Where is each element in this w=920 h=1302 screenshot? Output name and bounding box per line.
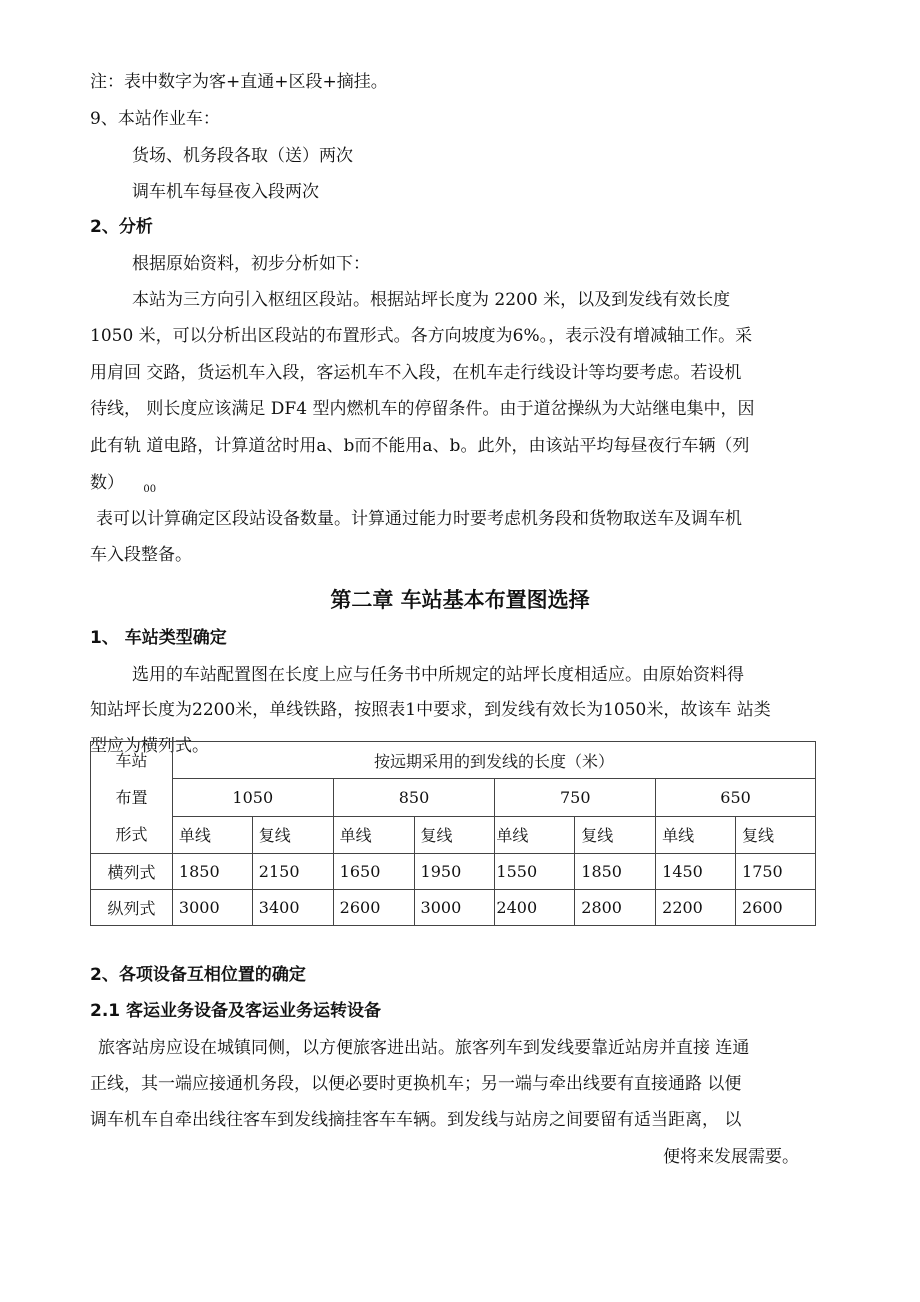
section1-heading: 1、 车站类型确定 bbox=[90, 628, 227, 648]
chapter-title: 第二章 车站基本布置图选择 bbox=[330, 588, 590, 612]
analysis-line-5: 此有轨 道电路，计算道岔时用a、b而不能用a、b。此外，由该站平均每昼夜行车辆（列 bbox=[90, 436, 750, 456]
analysis-heading: 2、分析 bbox=[90, 217, 153, 237]
length-1050: 1050 bbox=[172, 779, 333, 816]
sub-single: 单线 bbox=[333, 816, 414, 853]
table-cell: 2800 bbox=[575, 890, 656, 926]
sub-single: 单线 bbox=[495, 816, 575, 853]
table-cell: 2600 bbox=[736, 890, 816, 926]
table-cell: 2200 bbox=[656, 890, 736, 926]
row-header-cell bbox=[91, 742, 173, 854]
row-header-line-2: 布置 bbox=[115, 788, 148, 807]
section2-heading: 2、各项设备互相位置的确定 bbox=[90, 965, 306, 985]
analysis-line-1: 本站为三方向引入枢纽区段站。根据站坪长度为 2200 米，以及到发线有效长度 bbox=[132, 290, 731, 310]
table-cell: 2150 bbox=[252, 854, 333, 890]
row-header-line-1: 车站 bbox=[115, 751, 148, 770]
section2-subheading: 2.1 客运业务设备及客运业务运转设备 bbox=[90, 1001, 382, 1021]
sub-double: 复线 bbox=[736, 816, 816, 853]
table-cell: 2600 bbox=[333, 890, 414, 926]
sub-double: 复线 bbox=[414, 816, 495, 853]
item9-title: 9、本站作业车： bbox=[90, 109, 220, 129]
length-650: 650 bbox=[656, 779, 816, 816]
table-cell: 1850 bbox=[172, 854, 252, 890]
section1-line-3: 型应为横列式。 bbox=[90, 736, 209, 756]
analysis2-line-2: 车入段整备。 bbox=[90, 545, 192, 565]
row-header-line-3: 形式 bbox=[115, 825, 148, 844]
table-row bbox=[91, 854, 816, 890]
table-cell: 1750 bbox=[736, 854, 816, 890]
table-cell: 1650 bbox=[333, 854, 414, 890]
table-cell: 3400 bbox=[252, 890, 333, 926]
sub-double: 复线 bbox=[575, 816, 656, 853]
station-layout-table bbox=[90, 741, 816, 926]
small-mark: 00 bbox=[143, 484, 157, 495]
row-label: 纵列式 bbox=[91, 890, 173, 926]
length-850: 850 bbox=[333, 779, 495, 816]
table-cell: 1550 bbox=[495, 854, 575, 890]
table-cell: 3000 bbox=[172, 890, 252, 926]
analysis-line-2: 1050 米，可以分析出区段站的布置形式。各方向坡度为6%。，表示没有增减轴工作。采 bbox=[90, 326, 753, 346]
length-750: 750 bbox=[495, 779, 656, 816]
item9-line-2: 调车机车每昼夜入段两次 bbox=[132, 182, 319, 202]
section2-line-2: 正线，其一端应接通机务段，以便必要时更换机车；另一端与牵出线要有直接通路 以便 bbox=[90, 1074, 742, 1094]
group-title: 按远期采用的到发线的长度（米） bbox=[172, 742, 815, 779]
analysis-line-4: 待线， 则长度应该满足 DF4 型内燃机车的停留条件。由于道岔操纵为大站继电集中，因 bbox=[90, 399, 755, 419]
section2-line-4: 便将来发展需要。 bbox=[663, 1147, 799, 1167]
analysis-line-3: 用肩回 交路，货运机车入段，客运机车不入段，在机车走行线设计等均要考虑。若设机 bbox=[90, 363, 742, 383]
analysis-line-6-text: 数） bbox=[90, 473, 124, 493]
sub-single: 单线 bbox=[656, 816, 736, 853]
item9-line-1: 货场、机务段各取（送）两次 bbox=[132, 146, 353, 166]
table-cell: 1450 bbox=[656, 854, 736, 890]
table-cell: 1850 bbox=[575, 854, 656, 890]
sub-single: 单线 bbox=[172, 816, 252, 853]
table-note: 注：表中数字为客+直通+区段+摘挂。 bbox=[90, 72, 388, 92]
table-cell: 1950 bbox=[414, 854, 495, 890]
table-cell: 2400 bbox=[495, 890, 575, 926]
sub-double: 复线 bbox=[252, 816, 333, 853]
analysis2-line-1: 表可以计算确定区段站设备数量。计算通过能力时要考虑机务段和货物取送车及调车机 bbox=[96, 509, 742, 529]
row-label: 横列式 bbox=[91, 854, 173, 890]
analysis-intro: 根据原始资料，初步分析如下： bbox=[132, 254, 370, 274]
section2-line-1: 旅客站房应设在城镇同侧，以方便旅客进出站。旅客列车到发线要靠近站房并直接 连通 bbox=[98, 1038, 750, 1058]
table-cell: 3000 bbox=[414, 890, 495, 926]
section2-line-3: 调车机车自牵出线往客车到发线摘挂客车车辆。到发线与站房之间要留有适当距离， 以 bbox=[90, 1110, 742, 1130]
analysis-line-6 bbox=[90, 471, 156, 502]
table-row bbox=[91, 890, 816, 926]
section1-line-1: 选用的车站配置图在长度上应与任务书中所规定的站坪长度相适应。由原始资料得 bbox=[132, 665, 744, 685]
section1-line-2: 知站坪长度为2200米，单线铁路，按照表1中要求，到发线有效长为1050米，故该车 站类 bbox=[90, 700, 771, 720]
